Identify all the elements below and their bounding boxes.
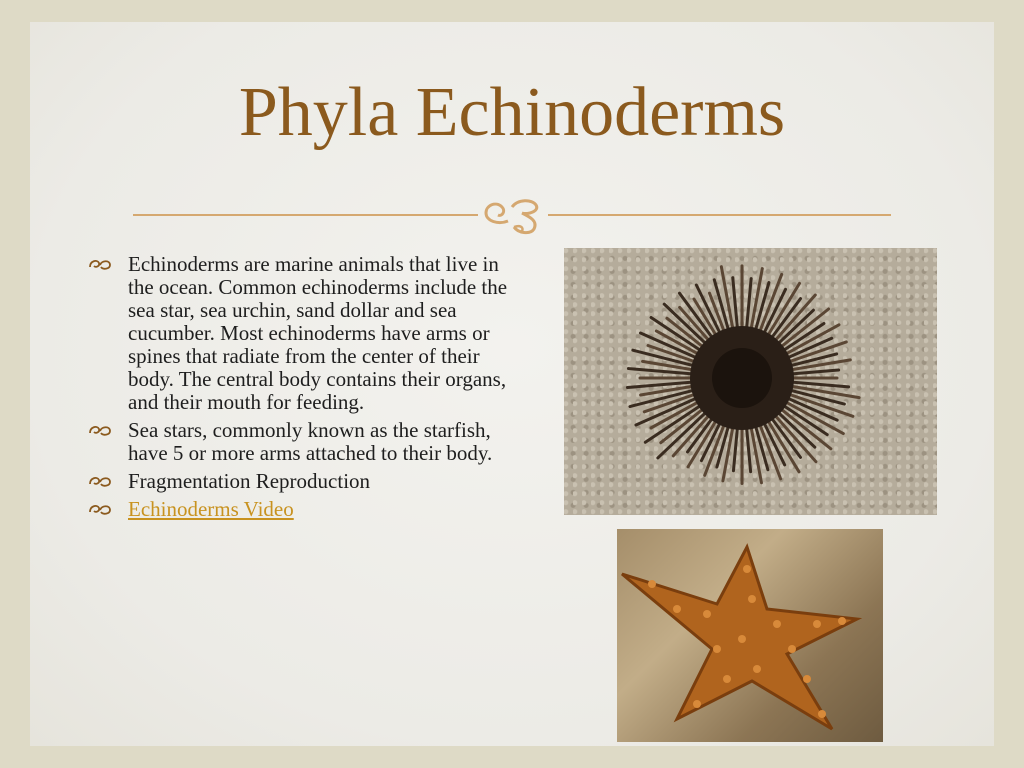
- starfish-bump: [713, 645, 721, 653]
- starfish-photo: [617, 529, 883, 742]
- starfish-bump: [673, 605, 681, 613]
- starfish-illustration: [617, 529, 883, 742]
- bullet-item: [88, 419, 508, 465]
- starfish-bump: [838, 617, 846, 625]
- title-divider-right: [548, 214, 891, 216]
- bullet-text: Sea stars, commonly known as the starfish, have 5 or more arms attached to their body.: [128, 418, 493, 465]
- ornamental-bullet-icon: [88, 502, 112, 516]
- sea-urchin-photo: [564, 248, 937, 515]
- starfish-bump: [723, 675, 731, 683]
- title-divider-left: [133, 214, 478, 216]
- slide-title: Phyla Echinoderms: [238, 74, 786, 151]
- starfish-bump: [648, 580, 656, 588]
- starfish-bump: [773, 620, 781, 628]
- echinoderms-video-link[interactable]: Echinoderms Video: [128, 497, 294, 521]
- bullet-item: [88, 470, 508, 493]
- ornamental-bullet-icon: [88, 423, 112, 437]
- bullet-list: [88, 253, 508, 526]
- starfish-bump: [813, 620, 821, 628]
- ornamental-bullet-icon: [88, 257, 112, 271]
- ornamental-bullet-icon: [88, 474, 112, 488]
- starfish-bump: [753, 665, 761, 673]
- bullet-text: Echinoderms are marine animals that live in the ocean. Common echinoderms include the sea star, sea urchin, sand dollar and sea cucumber. Most echinoderms have arms or spines that radiate from the center of their body. The central body contains their organs, and their mouth for feeding.: [128, 252, 508, 414]
- bullet-text: Fragmentation Reproduction: [128, 469, 371, 493]
- bullet-item: [88, 253, 508, 414]
- starfish-bump: [693, 700, 701, 708]
- starfish-bump: [743, 565, 751, 573]
- starfish-bump: [803, 675, 811, 683]
- starfish-bump: [738, 635, 746, 643]
- starfish-bump: [748, 595, 756, 603]
- sea-urchin-illustration: [564, 248, 937, 515]
- flourish-ornament-icon: [478, 191, 548, 237]
- starfish-bump: [788, 645, 796, 653]
- starfish-bump: [703, 610, 711, 618]
- bullet-item: [88, 498, 508, 521]
- starfish-bump: [818, 710, 826, 718]
